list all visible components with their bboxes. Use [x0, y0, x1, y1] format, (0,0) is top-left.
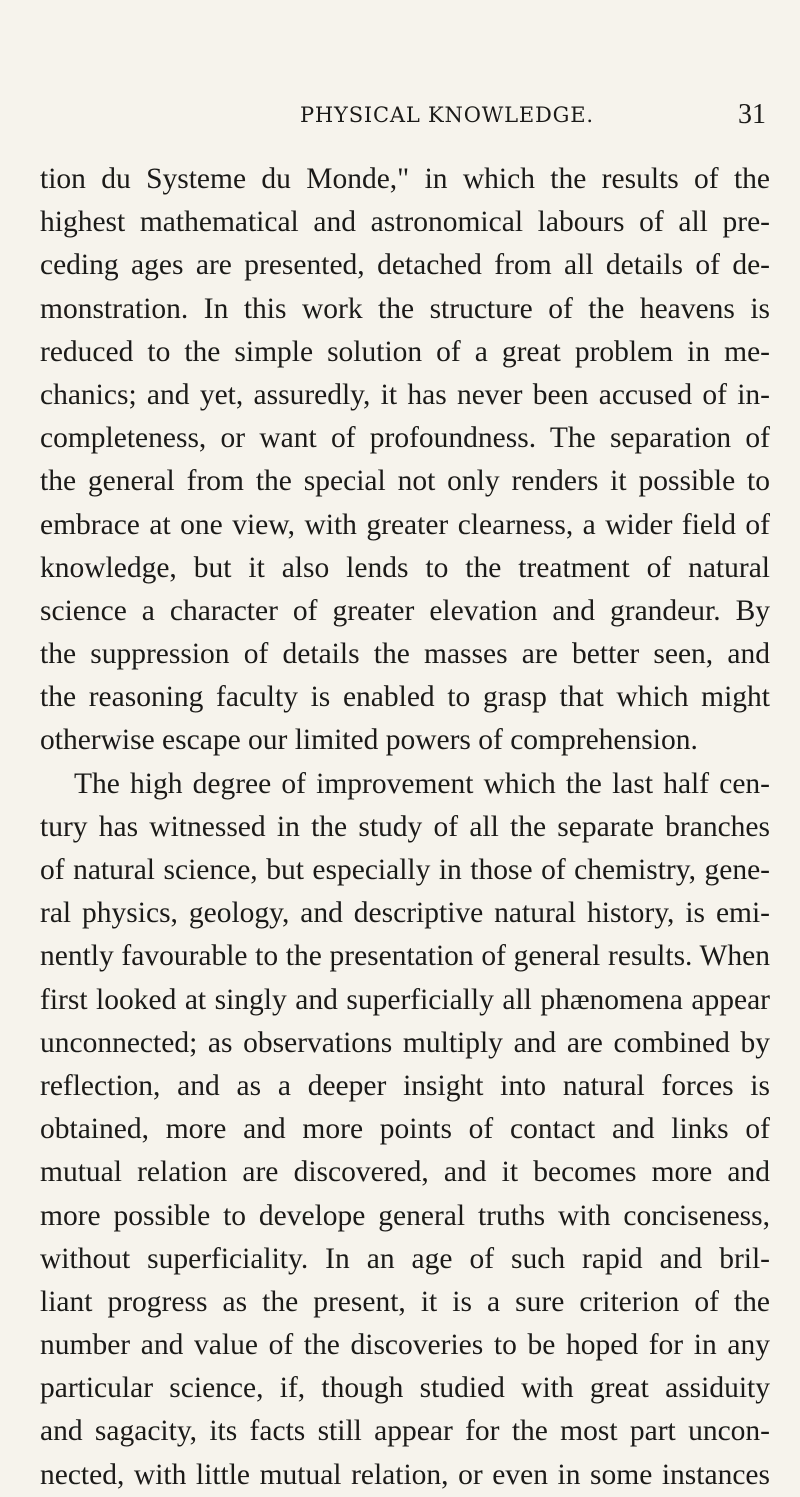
text-line: without superficiality. In an age of such rapid and bril-: [40, 1242, 770, 1275]
text-line: first looked at singly and superficially all phænomena appear: [40, 983, 770, 1016]
text-line: knowledge, but it also lends to the treatment of natural: [40, 551, 770, 584]
running-head: PHYSICAL KNOWLEDGE.: [300, 103, 594, 127]
text-line: highest mathematical and astronomical labours of all pre-: [40, 206, 770, 239]
text-line: of natural science, but especially in those of chemistry, gene-: [40, 854, 770, 886]
text-line: tury has witnessed in the study of all the separate branches: [40, 810, 770, 843]
text-line: ceding ages are presented, detached from all details of de-: [40, 249, 770, 282]
body-text: [40, 158, 770, 1497]
text-line: and sagacity, its facts still appear for the most part uncon-: [40, 1415, 770, 1448]
text-line: the suppression of details the masses are better seen, and: [40, 638, 770, 671]
text-line: monstration. In this work the structure of the heavens is: [40, 292, 770, 325]
text-line: liant progress as the present, it is a sure criterion of the: [40, 1285, 770, 1318]
text-line: science a character of greater elevation and grandeur. By: [40, 594, 770, 627]
text-line: reduced to the simple solution of a great problem in me-: [40, 335, 770, 368]
text-line: more possible to develope general truths with conciseness,: [40, 1199, 770, 1232]
text-line: tion du Systeme du Monde," in which the results of the: [40, 163, 770, 195]
page-number: 31: [738, 99, 766, 130]
text-line: reflection, and as a deeper insight into natural forces is: [40, 1069, 770, 1102]
text-line: otherwise escape our limited powers of comprehension.: [40, 724, 698, 757]
text-line: nently favourable to the presentation of general results. When: [40, 940, 770, 973]
text-line: particular science, if, though studied with great assiduity: [40, 1372, 770, 1405]
text-line: number and value of the discoveries to be hoped for in any: [40, 1329, 770, 1362]
text-line: embrace at one view, with greater clearness, a wider field of: [40, 508, 770, 541]
page-header: [0, 98, 800, 132]
text-line: mutual relation are discovered, and it becomes more and: [40, 1156, 770, 1189]
text-line: the general from the special not only renders it possible to: [40, 465, 770, 498]
text-line: completeness, or want of profoundness. The separation of: [40, 422, 770, 455]
text-line: obtained, more and more points of contact and links of: [40, 1113, 770, 1146]
text-line: chanics; and yet, assuredly, it has never been accused of in-: [40, 378, 770, 411]
text-line: ral physics, geology, and descriptive natural history, is emi-: [40, 897, 770, 930]
paragraph-start-line: The high degree of improvement which the last half cen-: [74, 767, 770, 800]
text-line: the reasoning faculty is enabled to grasp that which might: [40, 681, 770, 714]
text-line: nected, with little mutual relation, or even in some instances: [40, 1458, 770, 1491]
text-line: unconnected; as observations multiply and are combined by: [40, 1026, 770, 1059]
